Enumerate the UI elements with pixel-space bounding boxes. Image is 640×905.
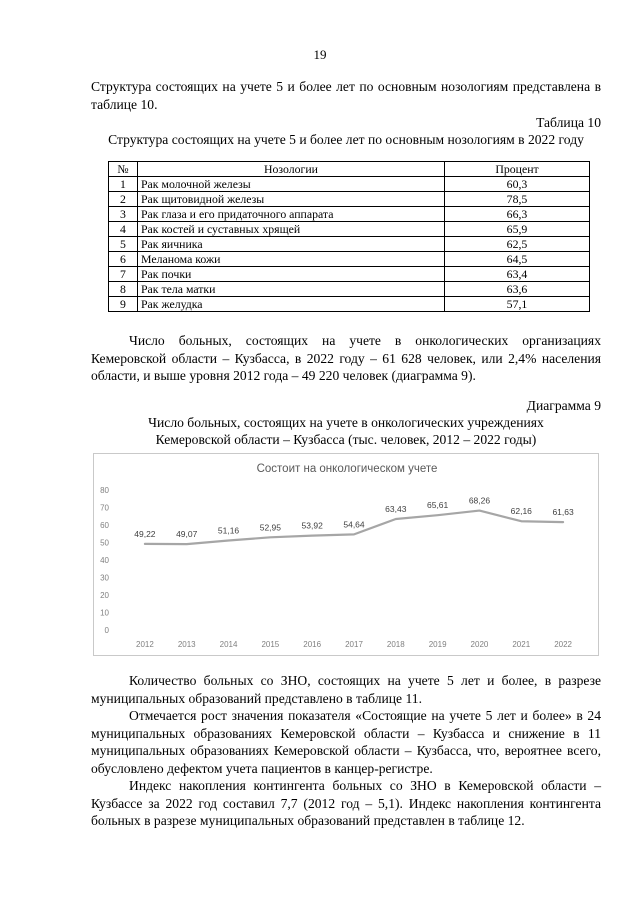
row-number: 8 — [109, 282, 138, 297]
growth-paragraph: Отмечается рост значения показателя «Состоящие на учете 5 лет и более» в 24 муниципальных образованиях Кемеровской области – Кузбасса и снижение в 11 муниципальных образованиях Кемеровской области – Кузбасса, что, вероятнее всего, обусловлено дефектом учета пациентов в канцер-регистре. — [91, 708, 601, 776]
table-row — [109, 192, 590, 207]
x-tick-label: 2018 — [386, 640, 405, 649]
data-label: 49,22 — [134, 528, 156, 539]
data-label: 61,63 — [552, 507, 574, 518]
y-tick-label: 80 — [100, 486, 109, 495]
x-tick-label: 2017 — [345, 640, 363, 649]
diagram9-caption-line1: Число больных, состоящих на учете в онкологических учреждениях — [148, 415, 544, 430]
x-tick-label: 2015 — [261, 640, 280, 649]
row-nosology: Рак костей и суставных хрящей — [138, 222, 445, 237]
row-nosology: Рак тела матки — [138, 282, 445, 297]
y-tick-label: 70 — [100, 503, 109, 513]
row-number: 2 — [109, 192, 138, 207]
row-percent: 63,6 — [445, 282, 590, 297]
row-nosology: Рак молочной железы — [138, 177, 445, 192]
x-tick-label: 2019 — [428, 640, 447, 649]
x-tick-label: 2012 — [136, 640, 154, 649]
row-percent: 60,3 — [445, 177, 590, 192]
row-number: 4 — [109, 222, 138, 237]
table-row — [109, 267, 590, 282]
row-nosology: Рак щитовидной железы — [138, 192, 445, 207]
table-row — [109, 252, 590, 267]
row-nosology: Меланома кожи — [138, 252, 445, 267]
row-number: 3 — [109, 207, 138, 222]
nosology-table — [108, 161, 590, 312]
row-number: 6 — [109, 252, 138, 267]
row-nosology: Рак яичника — [138, 237, 445, 252]
data-label: 52,95 — [259, 522, 282, 533]
y-tick-label: 0 — [104, 626, 109, 635]
table10-caption: Структура состоящих на учете 5 и более лет по основным нозологиям в 2022 году — [108, 132, 584, 147]
row-nosology: Рак почки — [138, 267, 445, 282]
row-number: 7 — [109, 267, 138, 282]
row-percent: 66,3 — [445, 207, 590, 222]
row-nosology: Рак желудка — [138, 297, 445, 312]
row-percent: 57,1 — [445, 297, 590, 312]
data-label: 51,16 — [217, 525, 240, 536]
table-row — [109, 282, 590, 297]
table-header-row — [109, 162, 590, 177]
header-number: № — [109, 162, 138, 177]
row-percent: 63,4 — [445, 267, 590, 282]
data-label: 68,26 — [468, 495, 491, 506]
row-percent: 64,5 — [445, 252, 590, 267]
x-tick-label: 2022 — [554, 640, 572, 649]
x-tick-label: 2020 — [470, 640, 489, 649]
page-number: 19 — [313, 47, 327, 62]
diagram9-label: Диаграмма 9 — [526, 398, 601, 413]
table10-label: Таблица 10 — [536, 115, 601, 130]
y-tick-label: 30 — [100, 573, 109, 583]
line-chart — [93, 453, 599, 656]
table-row — [109, 177, 590, 192]
data-label: 63,43 — [385, 503, 407, 514]
header-percent: Процент — [445, 162, 590, 177]
row-percent: 65,9 — [445, 222, 590, 237]
table-row — [109, 222, 590, 237]
index-paragraph: Индекс накопления контингента больных со ЗНО в Кемеровской области – Кузбассе за 2022 год составил 7,7 (2012 год – 5,1). Индекс накопления контингента больных в разрезе муниципальных образований представлен в таблице 12. — [91, 778, 601, 829]
patients-paragraph: Число больных, состоящих на учете в онкологических организациях Кемеровской области – Кузбасса, в 2022 году – 61 628 человек, или 2,4% населения области, и выше уровня 2012 года – 49 220 человек (диаграмма 9). — [91, 333, 601, 384]
data-label: 54,64 — [343, 519, 365, 530]
y-tick-label: 10 — [100, 608, 109, 618]
data-label: 49,07 — [176, 529, 198, 540]
row-number: 9 — [109, 297, 138, 312]
y-tick-label: 50 — [100, 538, 109, 548]
row-percent: 78,5 — [445, 192, 590, 207]
chart-svg — [94, 454, 600, 657]
row-percent: 62,5 — [445, 237, 590, 252]
data-label: 65,61 — [426, 500, 449, 511]
y-tick-label: 60 — [100, 521, 109, 530]
x-tick-label: 2016 — [303, 640, 322, 649]
diagram9-caption-line2: Кемеровской области – Кузбасса (тыс. человек, 2012 – 2022 годы) — [155, 432, 537, 447]
chart-title: Состоит на онкологическом учете — [256, 463, 438, 475]
table-row — [109, 207, 590, 222]
x-tick-label: 2014 — [219, 640, 238, 649]
y-tick-label: 20 — [100, 591, 109, 600]
header-nosology: Нозологии — [138, 162, 445, 177]
y-tick-label: 40 — [100, 556, 109, 565]
x-tick-label: 2021 — [512, 640, 531, 649]
row-number: 5 — [109, 237, 138, 252]
zno-paragraph: Количество больных со ЗНО, состоящих на учете 5 лет и более, в разрезе муниципальных образований представлено в таблице 11. — [91, 673, 601, 706]
data-label: 53,92 — [301, 520, 323, 531]
x-tick-label: 2013 — [177, 640, 196, 649]
row-number: 1 — [109, 177, 138, 192]
row-nosology: Рак глаза и его придаточного аппарата — [138, 207, 445, 222]
data-label: 62,16 — [510, 506, 532, 517]
table-row — [109, 297, 590, 312]
intro-paragraph: Структура состоящих на учете 5 и более лет по основным нозологиям представлена в таблице 10. — [91, 79, 601, 112]
table-row — [109, 237, 590, 252]
